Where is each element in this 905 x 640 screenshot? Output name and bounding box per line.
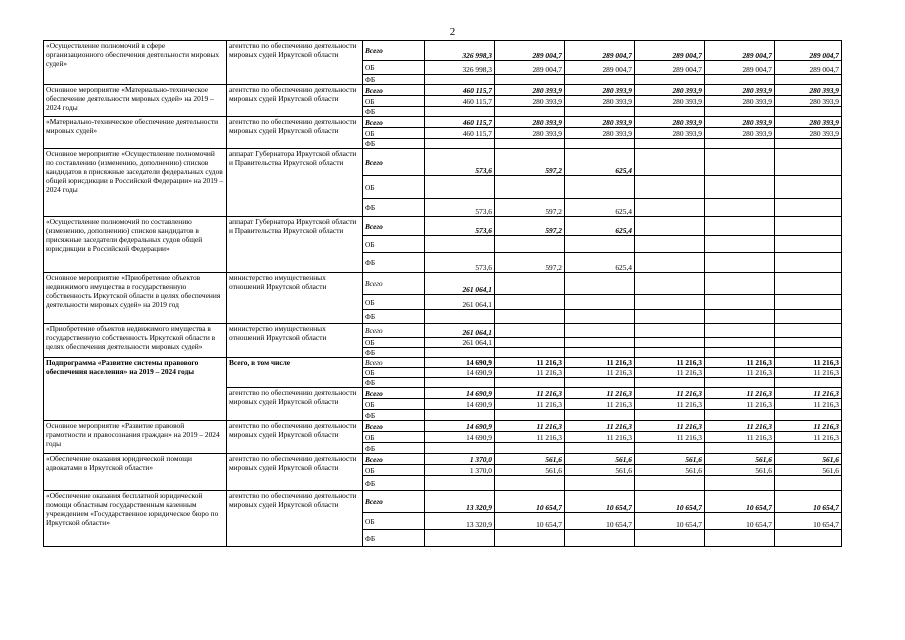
table-row	[44, 149, 842, 176]
amount-cell: 11 216,3	[775, 421, 842, 432]
amount-cell: 280 393,9	[635, 128, 705, 139]
amount-cell	[635, 139, 705, 149]
activity-name-cell: Подпрограмма «Развитие системы правового обеспечения населения» на 2019 – 2024 годы	[44, 358, 227, 421]
amount-cell	[635, 149, 705, 176]
amount-cell: 14 690,9	[425, 399, 495, 410]
amount-cell	[775, 199, 842, 217]
amount-cell: 13 320,9	[425, 491, 495, 513]
amount-cell: 10 654,7	[495, 513, 565, 530]
amount-cell	[495, 530, 565, 547]
activity-name-cell: «Материально-техническое обеспечение деятельности мировых судей»	[44, 117, 227, 149]
budget-table	[43, 40, 842, 547]
amount-cell	[565, 236, 635, 253]
amount-cell: 573,6	[425, 217, 495, 236]
amount-cell	[425, 476, 495, 491]
funding-source-cell: Всего	[363, 324, 425, 338]
table-row	[44, 324, 842, 338]
amount-cell	[495, 273, 565, 295]
amount-cell: 261 064,1	[425, 338, 495, 348]
amount-cell	[495, 443, 565, 454]
amount-cell	[635, 199, 705, 217]
amount-cell: 11 216,3	[635, 368, 705, 378]
amount-cell: 460 115,7	[425, 128, 495, 139]
funding-source-cell: ФБ	[363, 348, 425, 358]
amount-cell: 597,2	[495, 253, 565, 273]
amount-cell	[775, 236, 842, 253]
amount-cell: 625,4	[565, 149, 635, 176]
amount-cell: 460 115,7	[425, 96, 495, 107]
amount-cell	[775, 139, 842, 149]
amount-cell: 280 393,9	[565, 117, 635, 128]
amount-cell: 289 004,7	[635, 41, 705, 61]
executor-cell: агентство по обеспечению деятельности мировых судей Иркутской области	[227, 491, 363, 547]
amount-cell: 280 393,9	[775, 85, 842, 96]
amount-cell: 280 393,9	[565, 128, 635, 139]
executor-cell: агентство по обеспечению деятельности мировых судей Иркутской области	[227, 421, 363, 454]
amount-cell: 280 393,9	[705, 117, 775, 128]
amount-cell: 280 393,9	[635, 85, 705, 96]
amount-cell	[775, 149, 842, 176]
amount-cell	[705, 530, 775, 547]
amount-cell	[775, 348, 842, 358]
funding-source-cell: Всего	[363, 421, 425, 432]
amount-cell: 460 115,7	[425, 117, 495, 128]
amount-cell	[705, 139, 775, 149]
funding-source-cell: ОБ	[363, 432, 425, 443]
amount-cell	[635, 443, 705, 454]
amount-cell	[495, 476, 565, 491]
executor-cell: агентство по обеспечению деятельности мировых судей Иркутской области	[227, 117, 363, 149]
executor-cell: министерство имущественных отношений Иркутской области	[227, 324, 363, 358]
funding-source-cell: ОБ	[363, 96, 425, 107]
amount-cell: 280 393,9	[775, 117, 842, 128]
funding-source-cell: ФБ	[363, 443, 425, 454]
amount-cell: 597,2	[495, 149, 565, 176]
amount-cell	[775, 107, 842, 117]
funding-source-cell: ОБ	[363, 61, 425, 75]
amount-cell: 11 216,3	[705, 421, 775, 432]
funding-source-cell: ФБ	[363, 253, 425, 273]
amount-cell	[635, 217, 705, 236]
amount-cell: 289 004,7	[565, 41, 635, 61]
amount-cell: 561,6	[775, 465, 842, 476]
funding-source-cell: Всего	[363, 388, 425, 399]
amount-cell: 10 654,7	[705, 491, 775, 513]
amount-cell	[425, 176, 495, 199]
amount-cell	[635, 107, 705, 117]
amount-cell: 10 654,7	[775, 513, 842, 530]
amount-cell	[705, 324, 775, 338]
activity-name-cell: Основное мероприятие «Приобретение объектов недвижимого имущества в государственную собственность Иркутской области в целях обеспечения деятельности мировых судей» на 2019 год	[44, 273, 227, 324]
amount-cell: 326 998,3	[425, 61, 495, 75]
table-row	[44, 117, 842, 128]
amount-cell: 280 393,9	[565, 96, 635, 107]
amount-cell	[775, 476, 842, 491]
amount-cell	[705, 410, 775, 421]
amount-cell	[775, 410, 842, 421]
amount-cell	[635, 476, 705, 491]
amount-cell: 561,6	[565, 465, 635, 476]
amount-cell: 460 115,7	[425, 85, 495, 96]
amount-cell	[565, 348, 635, 358]
amount-cell	[705, 378, 775, 388]
funding-source-cell: ОБ	[363, 128, 425, 139]
amount-cell	[565, 139, 635, 149]
funding-source-cell: ФБ	[363, 476, 425, 491]
amount-cell	[565, 443, 635, 454]
amount-cell	[565, 324, 635, 338]
activity-name-cell: Основное мероприятие «Материально-техническое обеспечение деятельности мировых судей» на 2019 – 2024 годы	[44, 85, 227, 117]
funding-source-cell: ОБ	[363, 465, 425, 476]
amount-cell	[705, 75, 775, 85]
amount-cell: 11 216,3	[775, 368, 842, 378]
amount-cell: 10 654,7	[565, 513, 635, 530]
amount-cell	[425, 75, 495, 85]
activity-name-cell: «Осуществление полномочий по составлению (изменению, дополнению) списков кандидатов в присяжные заседатели федеральных судов общей юрисдикции в Российской Федерации»	[44, 217, 227, 273]
amount-cell	[705, 295, 775, 310]
amount-cell	[775, 530, 842, 547]
funding-source-cell: Всего	[363, 273, 425, 295]
amount-cell: 11 216,3	[495, 432, 565, 443]
table-row	[44, 273, 842, 295]
amount-cell	[705, 176, 775, 199]
amount-cell	[425, 310, 495, 324]
amount-cell	[705, 236, 775, 253]
amount-cell	[705, 273, 775, 295]
amount-cell	[425, 530, 495, 547]
amount-cell	[775, 324, 842, 338]
activity-name-cell: «Обеспечение оказания бесплатной юридической помощи областным государственным казенным учреждением «Государственное юридическое бюро по Иркутской области»	[44, 491, 227, 547]
amount-cell	[565, 295, 635, 310]
amount-cell	[705, 338, 775, 348]
amount-cell	[635, 324, 705, 338]
amount-cell	[775, 378, 842, 388]
funding-source-cell: Всего	[363, 217, 425, 236]
activity-name-cell: «Обеспечение оказания юридической помощи адвокатами в Иркутской области»	[44, 454, 227, 491]
amount-cell: 14 690,9	[425, 421, 495, 432]
amount-cell	[565, 75, 635, 85]
funding-source-cell: Всего	[363, 117, 425, 128]
amount-cell	[635, 378, 705, 388]
amount-cell: 14 690,9	[425, 358, 495, 368]
funding-source-cell: ОБ	[363, 176, 425, 199]
amount-cell	[775, 443, 842, 454]
amount-cell: 11 216,3	[635, 388, 705, 399]
amount-cell	[495, 236, 565, 253]
amount-cell	[565, 476, 635, 491]
amount-cell	[775, 217, 842, 236]
amount-cell	[635, 273, 705, 295]
amount-cell	[705, 199, 775, 217]
activity-name-cell: «Приобретение объектов недвижимого имущества в государственную собственность Иркутской области в целях обеспечения деятельности мировых судей»	[44, 324, 227, 358]
funding-source-cell: ОБ	[363, 368, 425, 378]
amount-cell: 11 216,3	[705, 388, 775, 399]
amount-cell: 10 654,7	[635, 491, 705, 513]
amount-cell: 280 393,9	[495, 96, 565, 107]
amount-cell: 11 216,3	[775, 388, 842, 399]
amount-cell: 625,4	[565, 199, 635, 217]
amount-cell: 561,6	[635, 465, 705, 476]
amount-cell	[775, 253, 842, 273]
amount-cell: 11 216,3	[565, 432, 635, 443]
amount-cell: 561,6	[495, 454, 565, 465]
amount-cell: 11 216,3	[705, 368, 775, 378]
amount-cell	[635, 295, 705, 310]
amount-cell	[565, 310, 635, 324]
amount-cell	[495, 410, 565, 421]
table-row	[44, 85, 842, 96]
amount-cell	[705, 476, 775, 491]
amount-cell	[635, 75, 705, 85]
amount-cell	[565, 530, 635, 547]
amount-cell: 11 216,3	[565, 421, 635, 432]
amount-cell	[635, 310, 705, 324]
funding-source-cell: ФБ	[363, 75, 425, 85]
amount-cell: 573,6	[425, 149, 495, 176]
table-body	[44, 41, 842, 547]
amount-cell: 289 004,7	[705, 41, 775, 61]
amount-cell	[495, 338, 565, 348]
funding-source-cell: ОБ	[363, 338, 425, 348]
table-row	[44, 491, 842, 513]
amount-cell: 561,6	[565, 454, 635, 465]
amount-cell: 11 216,3	[565, 368, 635, 378]
amount-cell: 280 393,9	[705, 85, 775, 96]
amount-cell: 280 393,9	[775, 96, 842, 107]
amount-cell: 14 690,9	[425, 388, 495, 399]
funding-source-cell: Всего	[363, 454, 425, 465]
amount-cell: 289 004,7	[705, 61, 775, 75]
executor-cell: Всего, в том числе	[227, 358, 363, 388]
funding-source-cell: ФБ	[363, 410, 425, 421]
amount-cell: 289 004,7	[635, 61, 705, 75]
amount-cell	[425, 410, 495, 421]
amount-cell	[495, 295, 565, 310]
amount-cell	[635, 410, 705, 421]
amount-cell: 280 393,9	[635, 117, 705, 128]
amount-cell	[635, 253, 705, 273]
amount-cell	[565, 176, 635, 199]
executor-cell: агентство по обеспечению деятельности мировых судей Иркутской области	[227, 388, 363, 421]
amount-cell	[775, 75, 842, 85]
amount-cell: 289 004,7	[775, 61, 842, 75]
funding-source-cell: ФБ	[363, 310, 425, 324]
funding-source-cell: ФБ	[363, 378, 425, 388]
amount-cell: 561,6	[775, 454, 842, 465]
amount-cell	[775, 310, 842, 324]
executor-cell: агентство по обеспечению деятельности мировых судей Иркутской области	[227, 41, 363, 85]
funding-source-cell: ОБ	[363, 399, 425, 410]
amount-cell: 289 004,7	[495, 41, 565, 61]
amount-cell: 11 216,3	[495, 421, 565, 432]
amount-cell: 289 004,7	[565, 61, 635, 75]
amount-cell	[425, 378, 495, 388]
amount-cell: 10 654,7	[705, 513, 775, 530]
funding-source-cell: ФБ	[363, 139, 425, 149]
amount-cell	[565, 338, 635, 348]
amount-cell: 11 216,3	[705, 399, 775, 410]
amount-cell: 261 064,1	[425, 295, 495, 310]
amount-cell	[495, 348, 565, 358]
amount-cell	[495, 378, 565, 388]
amount-cell: 1 370,0	[425, 454, 495, 465]
funding-source-cell: ОБ	[363, 513, 425, 530]
amount-cell	[775, 176, 842, 199]
amount-cell: 289 004,7	[495, 61, 565, 75]
amount-cell	[705, 149, 775, 176]
amount-cell: 280 393,9	[495, 85, 565, 96]
amount-cell: 625,4	[565, 253, 635, 273]
amount-cell: 11 216,3	[565, 399, 635, 410]
amount-cell	[775, 273, 842, 295]
amount-cell: 261 064,1	[425, 324, 495, 338]
amount-cell	[635, 338, 705, 348]
amount-cell: 11 216,3	[635, 358, 705, 368]
amount-cell: 289 004,7	[775, 41, 842, 61]
table-row	[44, 217, 842, 236]
amount-cell: 14 690,9	[425, 368, 495, 378]
amount-cell	[495, 75, 565, 85]
amount-cell: 597,2	[495, 199, 565, 217]
amount-cell: 280 393,9	[565, 85, 635, 96]
amount-cell: 280 393,9	[495, 128, 565, 139]
executor-cell: агентство по обеспечению деятельности мировых судей Иркутской области	[227, 85, 363, 117]
amount-cell: 625,4	[565, 217, 635, 236]
table-row	[44, 41, 842, 61]
funding-source-cell: ОБ	[363, 295, 425, 310]
amount-cell	[565, 273, 635, 295]
amount-cell: 14 690,9	[425, 432, 495, 443]
executor-cell: аппарат Губернатора Иркутской области и Правительства Иркутской области	[227, 217, 363, 273]
funding-source-cell: Всего	[363, 41, 425, 61]
amount-cell	[495, 139, 565, 149]
table-row	[44, 454, 842, 465]
amount-cell	[635, 176, 705, 199]
amount-cell: 11 216,3	[775, 432, 842, 443]
amount-cell: 11 216,3	[495, 399, 565, 410]
amount-cell	[565, 410, 635, 421]
amount-cell	[775, 338, 842, 348]
amount-cell: 280 393,9	[635, 96, 705, 107]
amount-cell	[495, 310, 565, 324]
funding-source-cell: ФБ	[363, 530, 425, 547]
amount-cell: 11 216,3	[705, 358, 775, 368]
funding-source-cell: ОБ	[363, 236, 425, 253]
amount-cell	[705, 348, 775, 358]
amount-cell	[425, 139, 495, 149]
amount-cell: 11 216,3	[775, 358, 842, 368]
amount-cell	[705, 107, 775, 117]
amount-cell	[495, 176, 565, 199]
funding-source-cell: Всего	[363, 358, 425, 368]
amount-cell	[495, 324, 565, 338]
amount-cell	[705, 217, 775, 236]
amount-cell: 11 216,3	[565, 358, 635, 368]
table-row	[44, 421, 842, 432]
amount-cell	[565, 107, 635, 117]
amount-cell	[705, 310, 775, 324]
amount-cell: 11 216,3	[635, 421, 705, 432]
amount-cell: 13 320,9	[425, 513, 495, 530]
amount-cell: 261 064,1	[425, 273, 495, 295]
amount-cell: 280 393,9	[705, 128, 775, 139]
amount-cell: 11 216,3	[495, 388, 565, 399]
amount-cell: 10 654,7	[775, 491, 842, 513]
amount-cell	[635, 236, 705, 253]
executor-cell: министерство имущественных отношений Иркутской области	[227, 273, 363, 324]
funding-source-cell: ФБ	[363, 107, 425, 117]
funding-source-cell: ФБ	[363, 199, 425, 217]
amount-cell	[635, 348, 705, 358]
amount-cell: 10 654,7	[565, 491, 635, 513]
amount-cell	[495, 107, 565, 117]
amount-cell	[565, 378, 635, 388]
amount-cell: 11 216,3	[775, 399, 842, 410]
amount-cell: 280 393,9	[775, 128, 842, 139]
amount-cell: 1 370,0	[425, 465, 495, 476]
amount-cell: 280 393,9	[495, 117, 565, 128]
amount-cell: 11 216,3	[705, 432, 775, 443]
amount-cell	[775, 295, 842, 310]
page-number: 2	[449, 26, 456, 38]
activity-name-cell: Основное мероприятие «Осуществление полномочий по составлению (изменению, дополнению) списков кандидатов в присяжные заседатели федеральных судов общей юрисдикции в Российской Федерации» на 2019 – 2024 годы	[44, 149, 227, 217]
amount-cell: 10 654,7	[635, 513, 705, 530]
executor-cell: агентство по обеспечению деятельности мировых судей Иркутской области	[227, 454, 363, 491]
amount-cell: 561,6	[705, 465, 775, 476]
amount-cell: 561,6	[705, 454, 775, 465]
funding-source-cell: Всего	[363, 149, 425, 176]
amount-cell	[425, 236, 495, 253]
funding-source-cell: Всего	[363, 85, 425, 96]
amount-cell: 11 216,3	[635, 399, 705, 410]
amount-cell: 561,6	[635, 454, 705, 465]
amount-cell: 573,6	[425, 199, 495, 217]
amount-cell	[635, 530, 705, 547]
amount-cell: 561,6	[495, 465, 565, 476]
amount-cell	[425, 348, 495, 358]
activity-name-cell: Основное мероприятие «Развитие правовой грамотности и правосознания граждан» на 2019 – 2024 годы	[44, 421, 227, 454]
executor-cell: аппарат Губернатора Иркутской области и Правительства Иркутской области	[227, 149, 363, 217]
amount-cell: 10 654,7	[495, 491, 565, 513]
amount-cell: 11 216,3	[565, 388, 635, 399]
amount-cell	[705, 443, 775, 454]
amount-cell: 11 216,3	[495, 368, 565, 378]
amount-cell: 11 216,3	[495, 358, 565, 368]
activity-name-cell: «Осуществление полномочий в сфере организационного обеспечения деятельности мировых судей»	[44, 41, 227, 85]
amount-cell	[425, 443, 495, 454]
amount-cell: 11 216,3	[635, 432, 705, 443]
amount-cell: 597,2	[495, 217, 565, 236]
amount-cell: 573,6	[425, 253, 495, 273]
amount-cell	[705, 253, 775, 273]
amount-cell: 326 998,3	[425, 41, 495, 61]
amount-cell: 280 393,9	[705, 96, 775, 107]
amount-cell	[425, 107, 495, 117]
table-row	[44, 358, 842, 368]
funding-source-cell: Всего	[363, 491, 425, 513]
